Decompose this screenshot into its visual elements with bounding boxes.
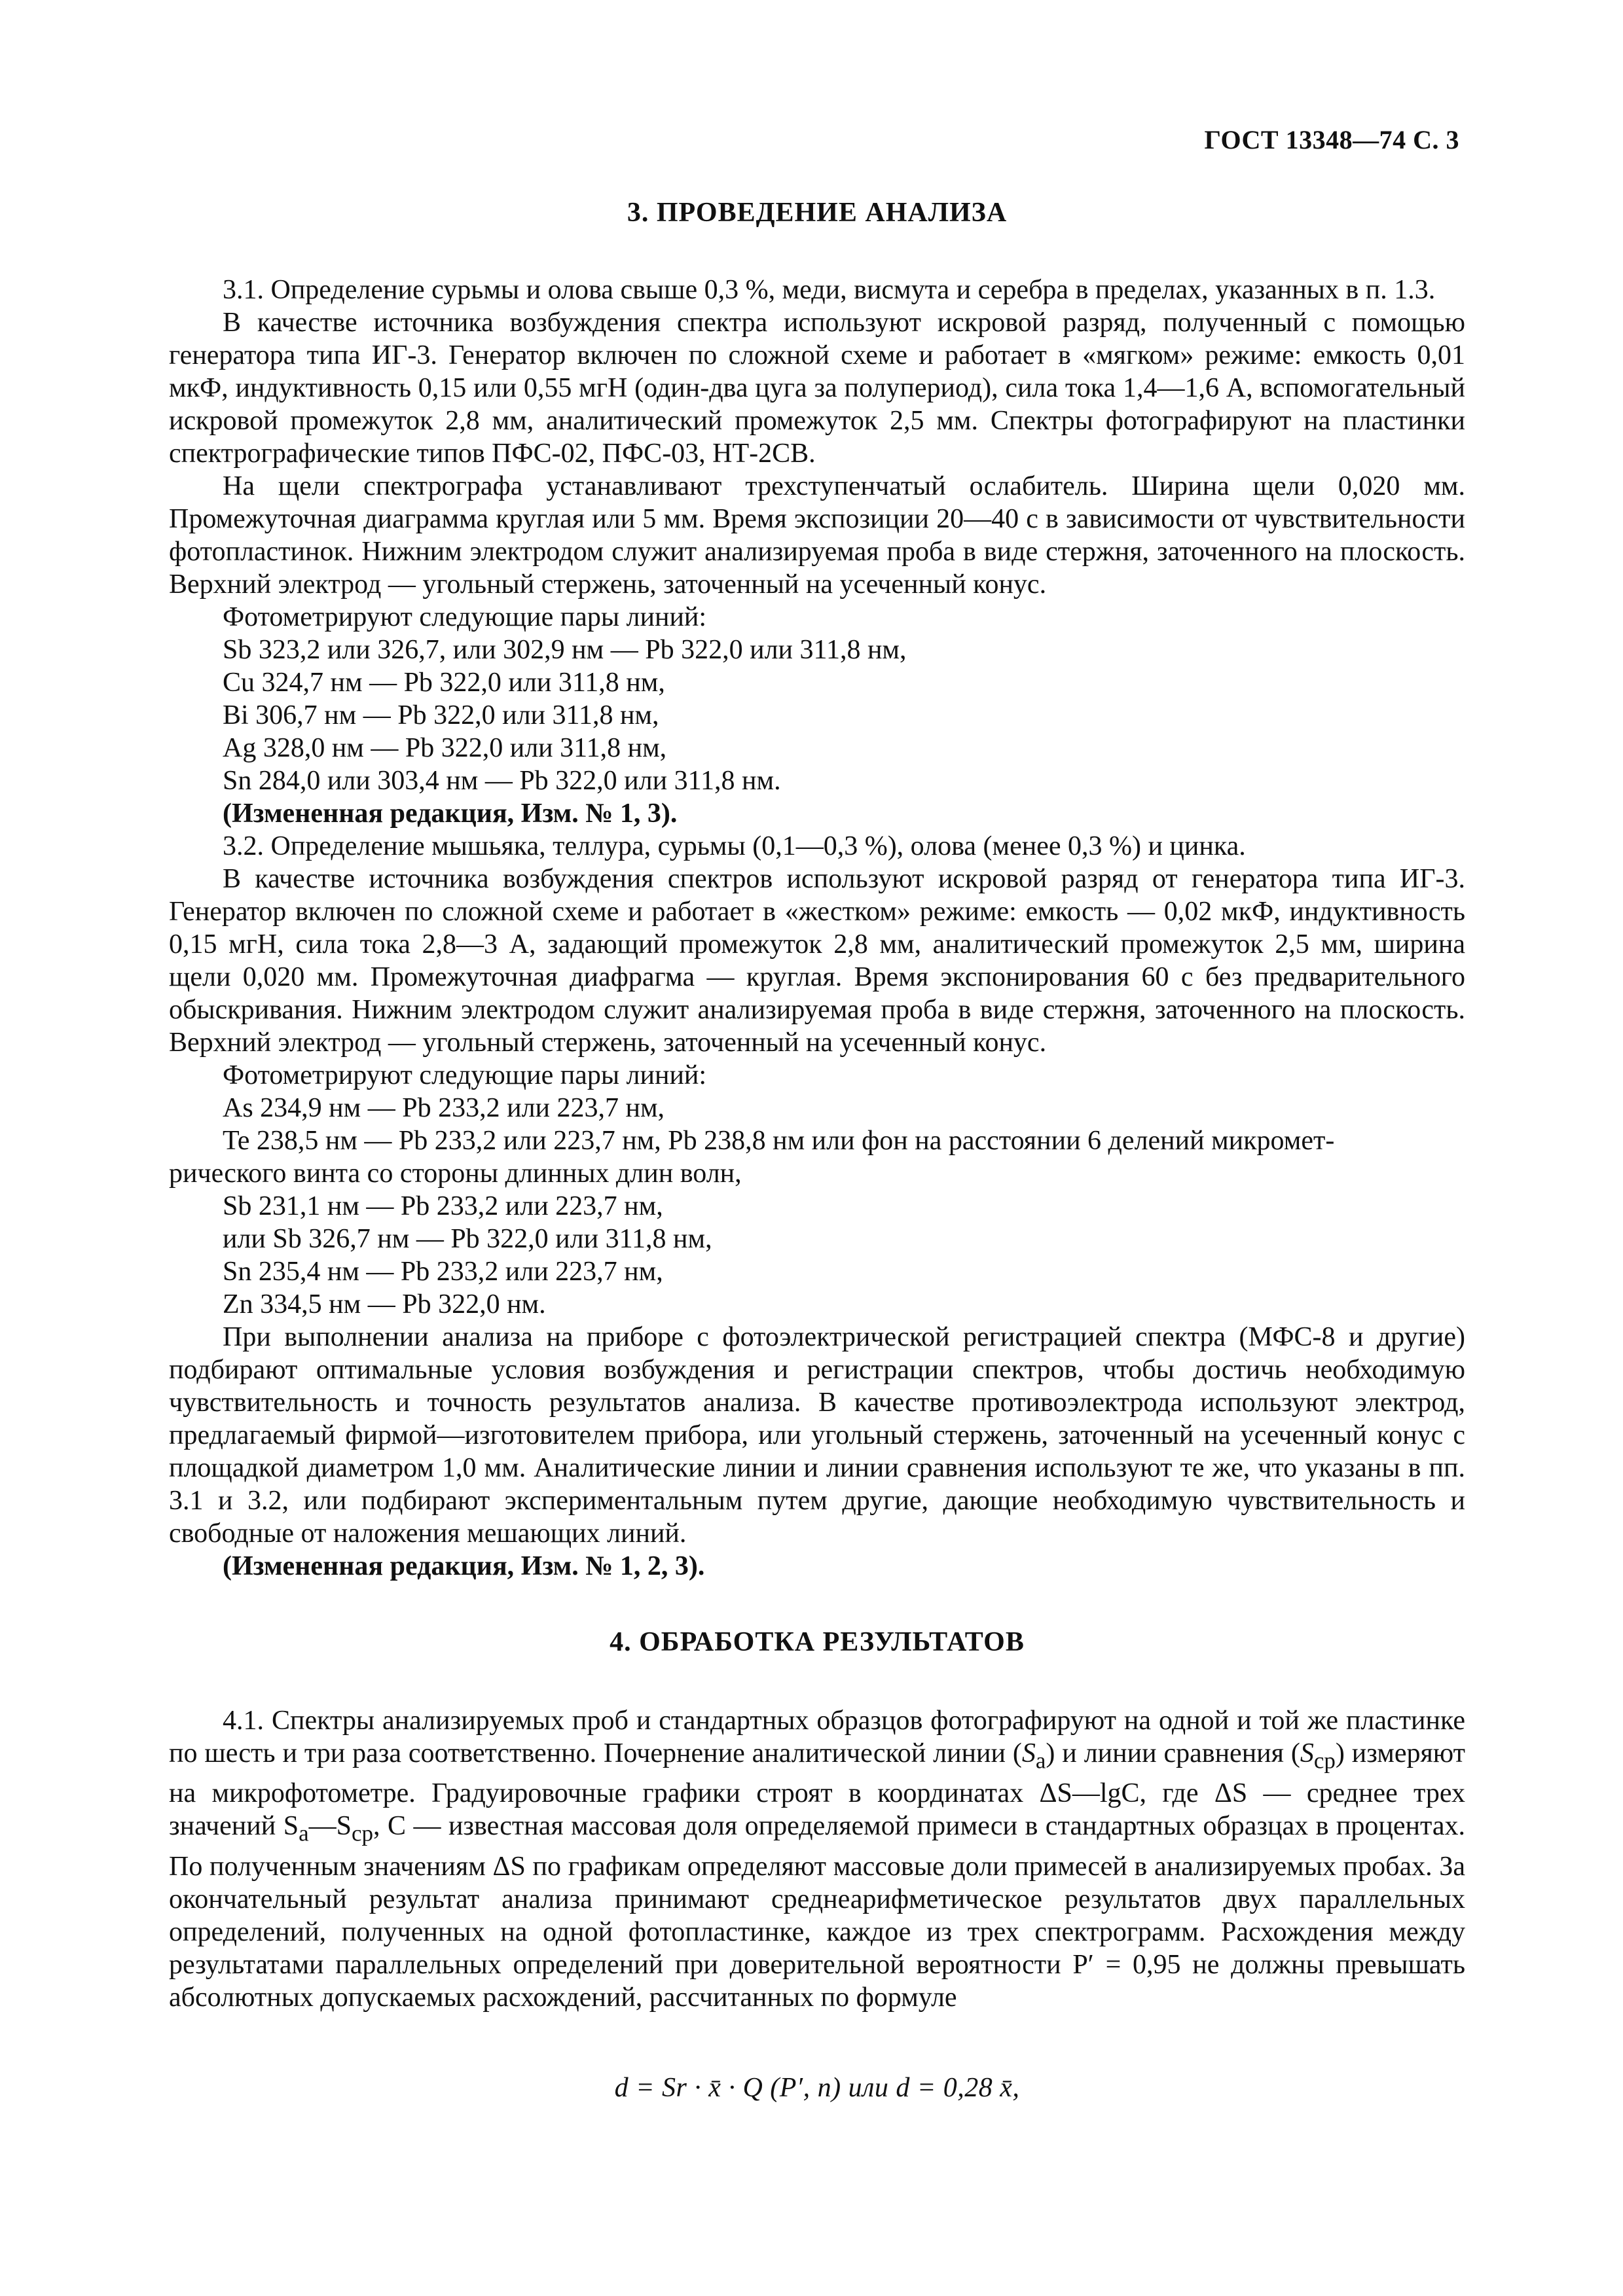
paragraph-4-1 (169, 1704, 1465, 2014)
line-pair-te: Te 238,5 нм — Pb 233,2 или 223,7 нм, Pb 238,8 нм или фон на расстоянии 6 делений микромет- (223, 1126, 1335, 1156)
paragraph-4-1-part-d: —S (308, 1811, 352, 1842)
line-pair: Ag 328,0 нм — Pb 322,0 или 311,8 нм, (223, 733, 667, 763)
subscript-cp: ср (1313, 1748, 1336, 1774)
section-3-title: 3. ПРОВЕДЕНИЕ АНАЛИЗА (627, 198, 1008, 228)
document-body (169, 190, 1465, 2104)
paragraph-photoelectric: При выполнении анализа на приборе с фотоэлектрической регистрацией спектра (МФС-8 и другие) подбирают оптимальные условия возбуждения и регистрации спектров, чтобы достичь необходимую чувствительность и точность результатов анализа. В качестве противоэлектрода используют электрод, предлагаемый фирмой—изготовителем прибора, или угольный стержень, заточенный на усеченный конус с площадкой диаметром 1,0 мм. Аналитические линии и линии сравнения используют те же, что указаны в пп. 3.1 и 3.2, или подбирают экспериментальным путем другие, дающие необходимую чувствительность и свободные от наложения мешающих линий. (169, 1322, 1465, 1549)
line-pair: Zn 334,5 нм — Pb 322,0 нм. (223, 1289, 546, 1319)
lines-intro-1: Фотометрируют следующие пары линий: (223, 602, 707, 632)
line-pair: Cu 324,7 нм — Pb 322,0 или 311,8 нм, (223, 668, 665, 698)
paragraph-4-1-part-a: 4.1. Спектры анализируемых проб и стандартных образцов фотографируют на одной и той же пластинке по шесть и три раза соответственно. Почернение аналитической линии ( (169, 1706, 1465, 1768)
paragraph-3-1-slit: На щели спектрографа устанавливают трехступенчатый ослабитель. Ширина щели 0,020 мм. Промежуточная диаграмма круглая или 5 мм. Время экспозиции 20—40 с в зависимости от чувствительности фотопластинок. Нижним электродом служит анализируемая проба в виде стержня, заточенного на плоскость. Верхний электрод — угольный стержень, заточенный на усеченный конус. (169, 471, 1465, 600)
paragraph-3-2-source: В качестве источника возбуждения спектров используют искровой разряд от генератора типа ИГ-3. Генератор включен по сложной схеме и работает в «жестком» режиме: емкость — 0,02 мкФ, индуктивность 0,15 мгН, сила тока 2,8—3 А, задающий промежуток 2,8 мм, аналитический промежуток 2,5 мм, ширина щели 0,020 мм. Промежуточная диафрагма — круглая. Время экспонирования 60 с без предварительного обыскривания. Нижним электродом служит анализируемая проба в виде стержня, заточенного на плоскость. Верхний электрод — угольный стержень, заточенный на усеченный конус. (169, 864, 1465, 1058)
subscript-cp: ср (351, 1820, 374, 1846)
subscript-a: а (299, 1820, 309, 1846)
line-pair: или Sb 326,7 нм — Pb 322,0 или 311,8 нм, (223, 1224, 712, 1254)
paragraph-3-1: 3.1. Определение сурьмы и олова свыше 0,3 %, меди, висмута и серебра в пределах, указанных в п. 1.3. (223, 275, 1436, 305)
paragraph-4-1-part-e: , C — известная массовая доля определяемой примеси в стандартных образцах в процентах. По полученным значениям ΔS по графикам определяют массовые доли примесей в анализируемых пробах. За окончательный результат анализа принимают среднеарифметическое результатов двух параллельных определений, полученных на одной фотопластинке, каждое из трех спектрограмм. Расхождения между результатами параллельных определений при доверительной вероятности P′ = 0,95 не должны превышать абсолютных допускаемых расхождений, рассчитанных по формуле (169, 1811, 1465, 2013)
paragraph-3-2: 3.2. Определение мышьяка, теллура, сурьмы (0,1—0,3 %), олова (менее 0,3 %) и цинка. (223, 831, 1246, 861)
page-header: ГОСТ 13348—74 С. 3 (1204, 125, 1459, 154)
symbol-s: S (1300, 1738, 1314, 1768)
symbol-s: S (1021, 1738, 1036, 1768)
paragraph-4-1-part-b: ) и линии сравнения ( (1046, 1738, 1300, 1768)
paragraph-4-1-part-c: ) измеряют на микрофотометре. Градуировочные графики строят в координатах ΔS—lgC, где ΔS — среднее трех значений S (169, 1738, 1465, 1842)
amendment-note-2: (Измененная редакция, Изм. № 1, 2, 3). (223, 1551, 705, 1581)
amendment-note-1: (Измененная редакция, Изм. № 1, 3). (223, 798, 678, 829)
paragraph-3-1-source: В качестве источника возбуждения спектра используют искровой разряд, полученный с помощью генератора типа ИГ-3. Генератор включен по сложной схеме и работает в «мягком» режиме: емкость 0,01 мкФ, индуктивность 0,15 или 0,55 мгН (один-два цуга за полупериод), сила тока 1,4—1,6 А, вспомогательный искровой промежуток 2,8 мм, аналитический промежуток 2,5 мм. Спектры фотографируют на пластинки спектрографические типов ПФС-02, ПФС-03, НТ-2СВ. (169, 308, 1465, 469)
line-pair-te-continuation: рического винта со стороны длинных длин волн, (169, 1158, 742, 1189)
line-pair: Bi 306,7 нм — Pb 322,0 или 311,8 нм, (223, 700, 659, 730)
line-pair: Sn 284,0 или 303,4 нм — Pb 322,0 или 311,8 нм. (223, 766, 781, 796)
line-pair: As 234,9 нм — Pb 233,2 или 223,7 нм, (223, 1093, 665, 1123)
line-pair: Sb 323,2 или 326,7, или 302,9 нм — Pb 322,0 или 311,8 нм, (223, 635, 907, 665)
line-pair: Sn 235,4 нм — Pb 233,2 или 223,7 нм, (223, 1257, 663, 1287)
section-4-title: 4. ОБРАБОТКА РЕЗУЛЬТАТОВ (610, 1627, 1025, 1657)
line-pair: Sb 231,1 нм — Pb 233,2 или 223,7 нм, (223, 1191, 663, 1221)
lines-intro-2: Фотометрируют следующие пары линий: (223, 1060, 707, 1090)
subscript-a: а (1035, 1748, 1046, 1774)
discrepancy-formula: d = Sr · x̄ · Q (P′, n) или d = 0,28 x̄, (614, 2072, 1020, 2103)
